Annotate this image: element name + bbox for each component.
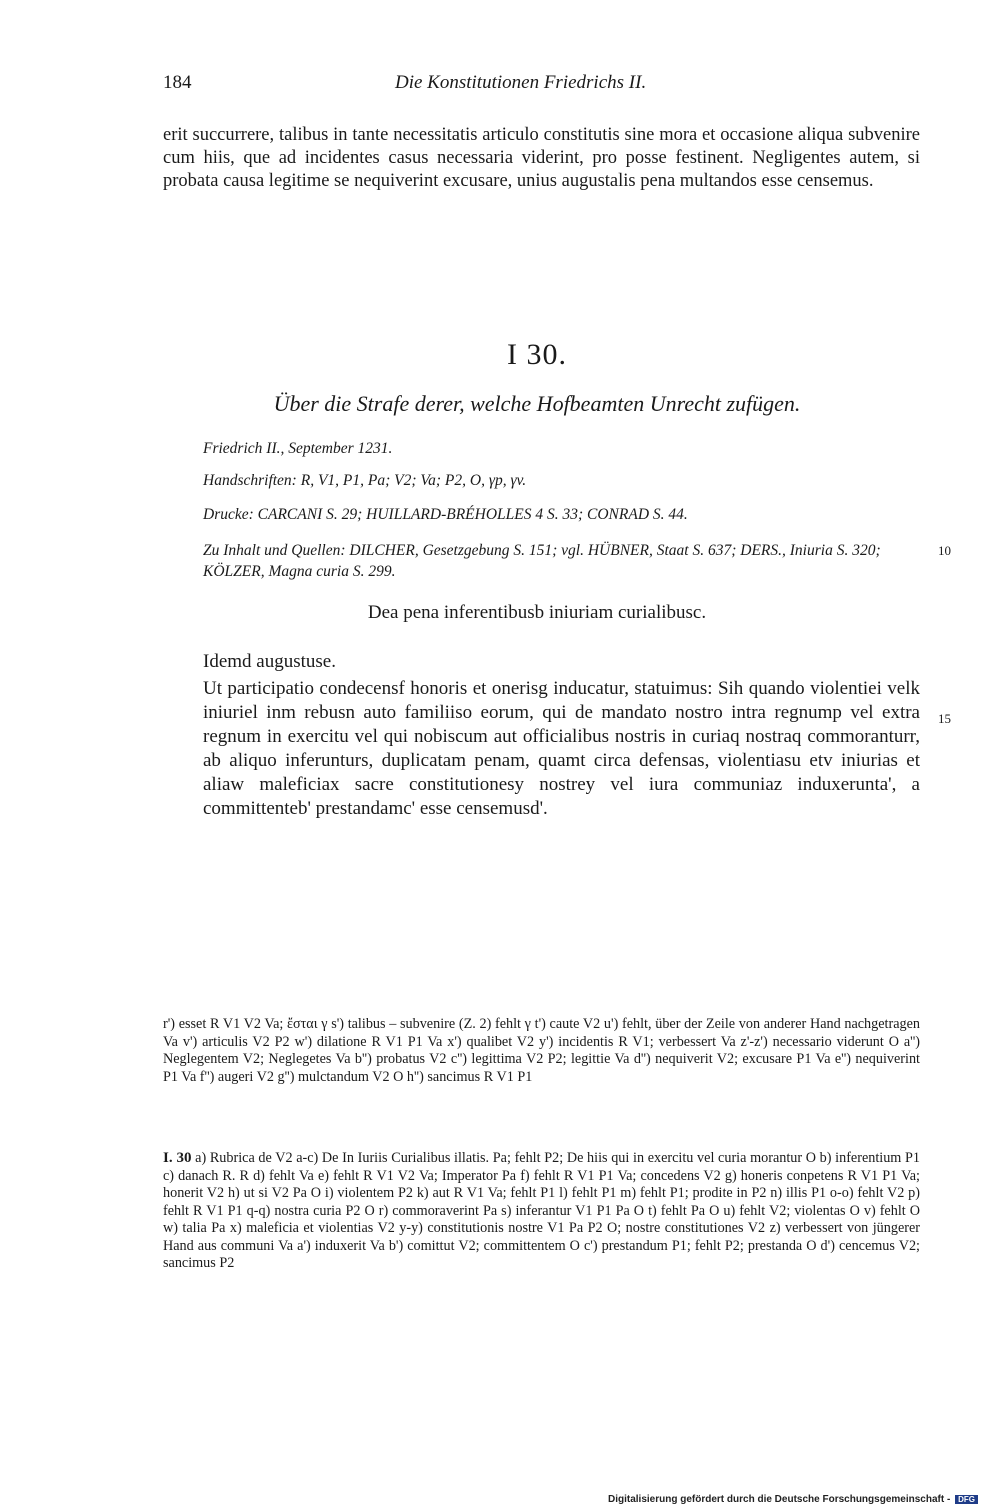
page-number: 184 [163,72,192,93]
rubric: Dea pena inferentibusb iniuriam curialibusc. [367,602,707,623]
line-number-15: 15 [938,711,951,726]
manuscripts-line: Handschriften: R, V1, P1, Pa; V2; Va; P2, O, γp, γv. [203,472,527,489]
line-number-10: 10 [938,543,951,558]
prints-line: Drucke: CARCANI S. 29; HUILLARD-BRÉHOLLES 4 S. 33; CONRAD S. 44. [203,506,688,523]
footer-text: Digitalisierung gefördert durch die Deutsche Forschungsgemeinschaft - [608,1494,951,1505]
continuation-paragraph: erit succurrere, talibus in tante necessitatis articulo constitutis sine mora et occasione aliqua subvenire cum hiis, que ad incidentes casus necessaria viderint, pro posse festinent. Negligentes autem, si probata causa legitime se nequiverint excusare, unius augustalis pena multandos esse censemus. [163,125,920,191]
section-title: Über die Strafe derer, welche Hofbeamten Unrecht zufügen. [273,391,801,416]
section-number: I 30. [507,338,567,371]
footnotes-block-2 [163,1150,920,1273]
sources-line: Zu Inhalt und Quellen: DILCHER, Gesetzgebung S. 151; vgl. HÜBNER, Staat S. 637; DERS., Iniuria S. 320; KÖLZER, Magna curia S. 299. [203,542,881,580]
footnote-section-label: I. 30 [163,1150,192,1166]
date-line: Friedrich II., September 1231. [203,440,393,457]
body-paragraph: Ut participatio condecensf honoris et onerisg inducatur, statuimus: Sih quando violentiei velk iniuriel inm rebusn auto familiiso eorum, qui de mandato nostro intra regnump vel extra regnum in exercitu vel qui nobiscum aut officialibus nostris in curiaq nostraq commoranturr, ab aliquo inferunturs, duplicatam penam, quamt circa defensas, violentiasu etv iniurias et aliaw maleficiax sacre constitutionesy nostrey vel iura communiaz induxerunta', a committenteb' prestandamc' esse censemusd'. [203,678,920,819]
footnote-apparatus: a) Rubrica de V2 a-c) De In Iuriis Curialibus illatis. Pa; fehlt P2; De hiis qui in exercitu vel curia morantur O b) inferentium P1 c) danach R. R d) fehlt Va e) fehlt R V1 V2 Va; Imperator Pa f) fehlt R V1 P1 Va; concedens V2 g) honeris conpetens R V1 P1 Va; honerit V2 h) ut si V2 Pa O i) violentem P2 k) aut R V1 Va; fehlt P1 l) fehlt P1 m) fehlt P1; prodite in P2 n) illis P1 o-o) fehlt V2 p) fehlt R V1 P1 q-q) nostra curia P2 O r) commoraverint Pa s) inferantur V1 P1 Pa O t) fehlt Pa O u) fehlt V2; violentas O v) fehlt O w) talia Pa x) maleficia et violentias V2 y-y) constitutionis nostre V1 Pa P2 O; nostre constitutiones V2 z) verbessert von jüngerer Hand aus communi Va a') induxerit Va b') comittut V2; committentem O c') prestandum P1; fehlt P2; prestanda O d') cencemus V2; sancimus P2 [163,1150,920,1271]
body-opening: Idemd augustuse. [203,651,336,672]
footnotes-block-1: r') esset R V1 V2 Va; ἔσται γ s') talibus – subvenire (Z. 2) fehlt γ t') caute V2 u') fehlt, über der Zeile von anderer Hand nachgetragen Va v') articulis V2 P2 w') dilatione R V1 P1 Va x') qualibet V2 y') incidentis R V1; verbessert Va z'-z') necessario viderunt O a'') Neglegentem V2; Neglegetes Va b'') probatus V2 c'') legittima V2 P2; legittie Va d'') nequiverit V2; excusare P1 Va e'') nequiverint P1 Va f'') augeri V2 g'') mulctandum V2 O h'') sancimus R V1 P1 [163,1016,920,1085]
dfg-logo: DFG [955,1495,978,1504]
funding-footer [608,1494,978,1505]
running-title: Die Konstitutionen Friedrichs II. [395,72,647,93]
